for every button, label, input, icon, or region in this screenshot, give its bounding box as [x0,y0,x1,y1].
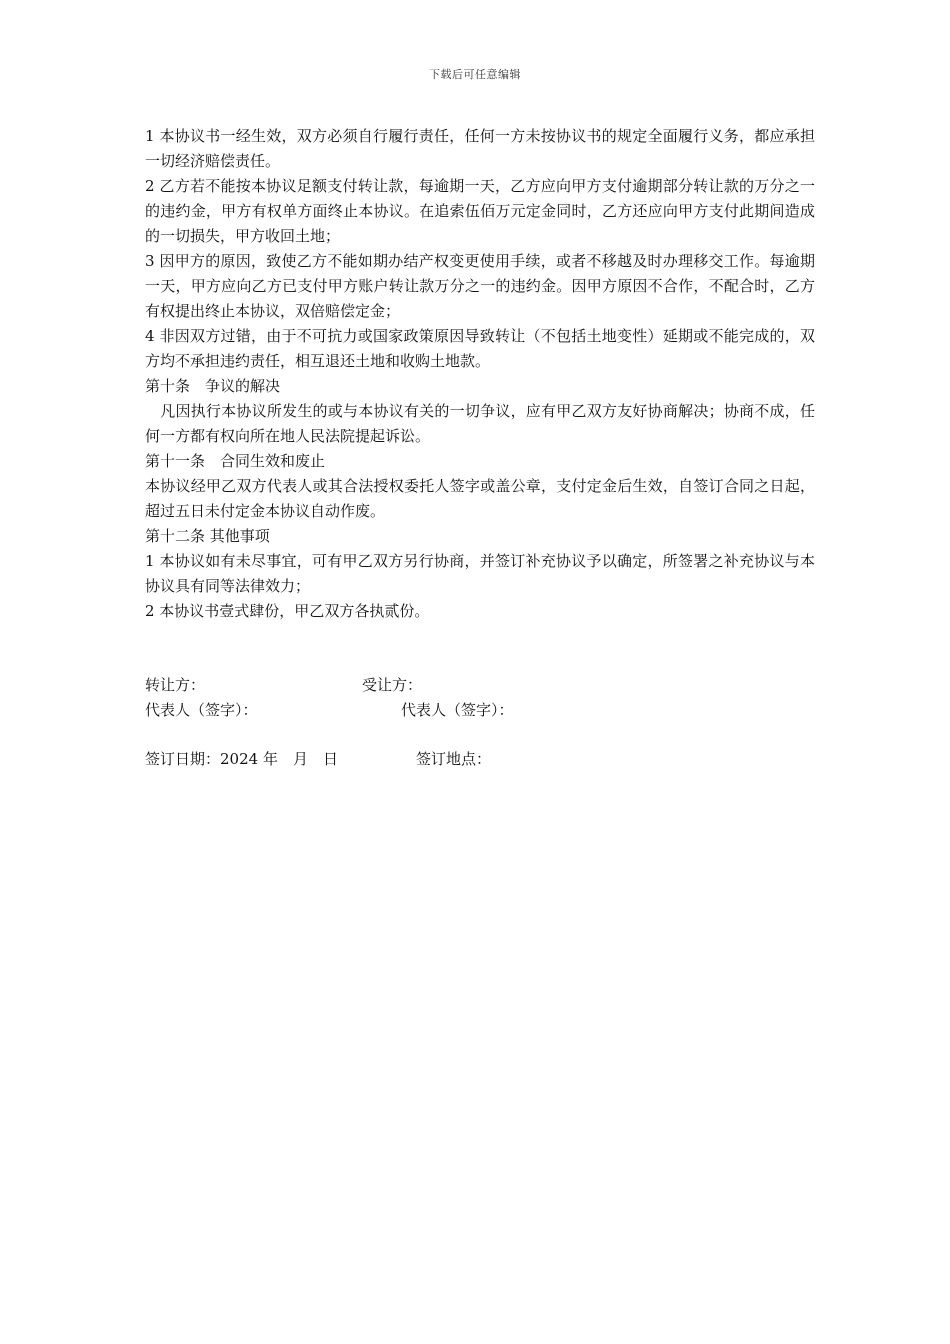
page-header: 下载后可任意编辑 [429,68,521,81]
sign-date-label: 签订日期：2024 年 月 日 [145,750,338,768]
clause-paragraph: 3 因甲方的原因，致使乙方不能如期办结产权变更使用手续，或者不移越及时办理移交工作。每逾期一天，甲方应向乙方已支付甲方账户转让款万分之一的违约金。因甲方原因不合作，不配合时，乙方有权提出终止本协议，双倍赔偿定金； [145,252,815,320]
clause-paragraph: 1 本协议如有未尽事宜，可有甲乙双方另行协商，并签订补充协议予以确定，所签署之补充协议与本协议具有同等法律效力； [145,552,815,595]
clause-paragraph: 凡因执行本协议所发生的或与本协议有关的一切争议，应有甲乙双方友好协商解决；协商不成，任何一方都有权向所在地人民法院提起诉讼。 [145,402,815,445]
transferee-label: 受让方： [362,676,423,694]
sign-place-label: 签订地点： [416,750,492,768]
clause-paragraph: 2 乙方若不能按本协议足额支付转让款，每逾期一天，乙方应向甲方支付逾期部分转让款的万分之一的违约金，甲方有权单方面终止本协议。在追索伍佰万元定金同时，乙方还应向甲方支付此期间造成的一切损失，甲方收回土地； [145,177,815,245]
clause-paragraph: 2 本协议书壹式肆份，甲乙双方各执贰份。 [145,602,430,620]
rep-left-label: 代表人（签字）： [145,701,258,719]
clause-paragraph: 本协议经甲乙双方代表人或其合法授权委托人签字或盖公章，支付定金后生效，自签订合同之日起，超过五日未付定金本协议自动作废。 [145,477,815,520]
section-heading: 第十二条 其他事项 [145,527,270,545]
contract-body [145,124,815,624]
section-heading: 第十一条 合同生效和废止 [145,452,326,470]
transferor-label: 转让方： [145,676,206,694]
clause-paragraph: 4 非因双方过错，由于不可抗力或国家政策原因导致转让（不包括土地变性）延期或不能完成的，双方均不承担违约责任，相互退还土地和收购土地款。 [145,327,815,370]
section-heading: 第十条 争议的解决 [145,377,281,395]
rep-right-label: 代表人（签字）： [401,701,514,719]
clause-paragraph: 1 本协议书一经生效，双方必须自行履行责任，任何一方未按协议书的规定全面履行义务，都应承担一切经济赔偿责任。 [145,127,815,170]
